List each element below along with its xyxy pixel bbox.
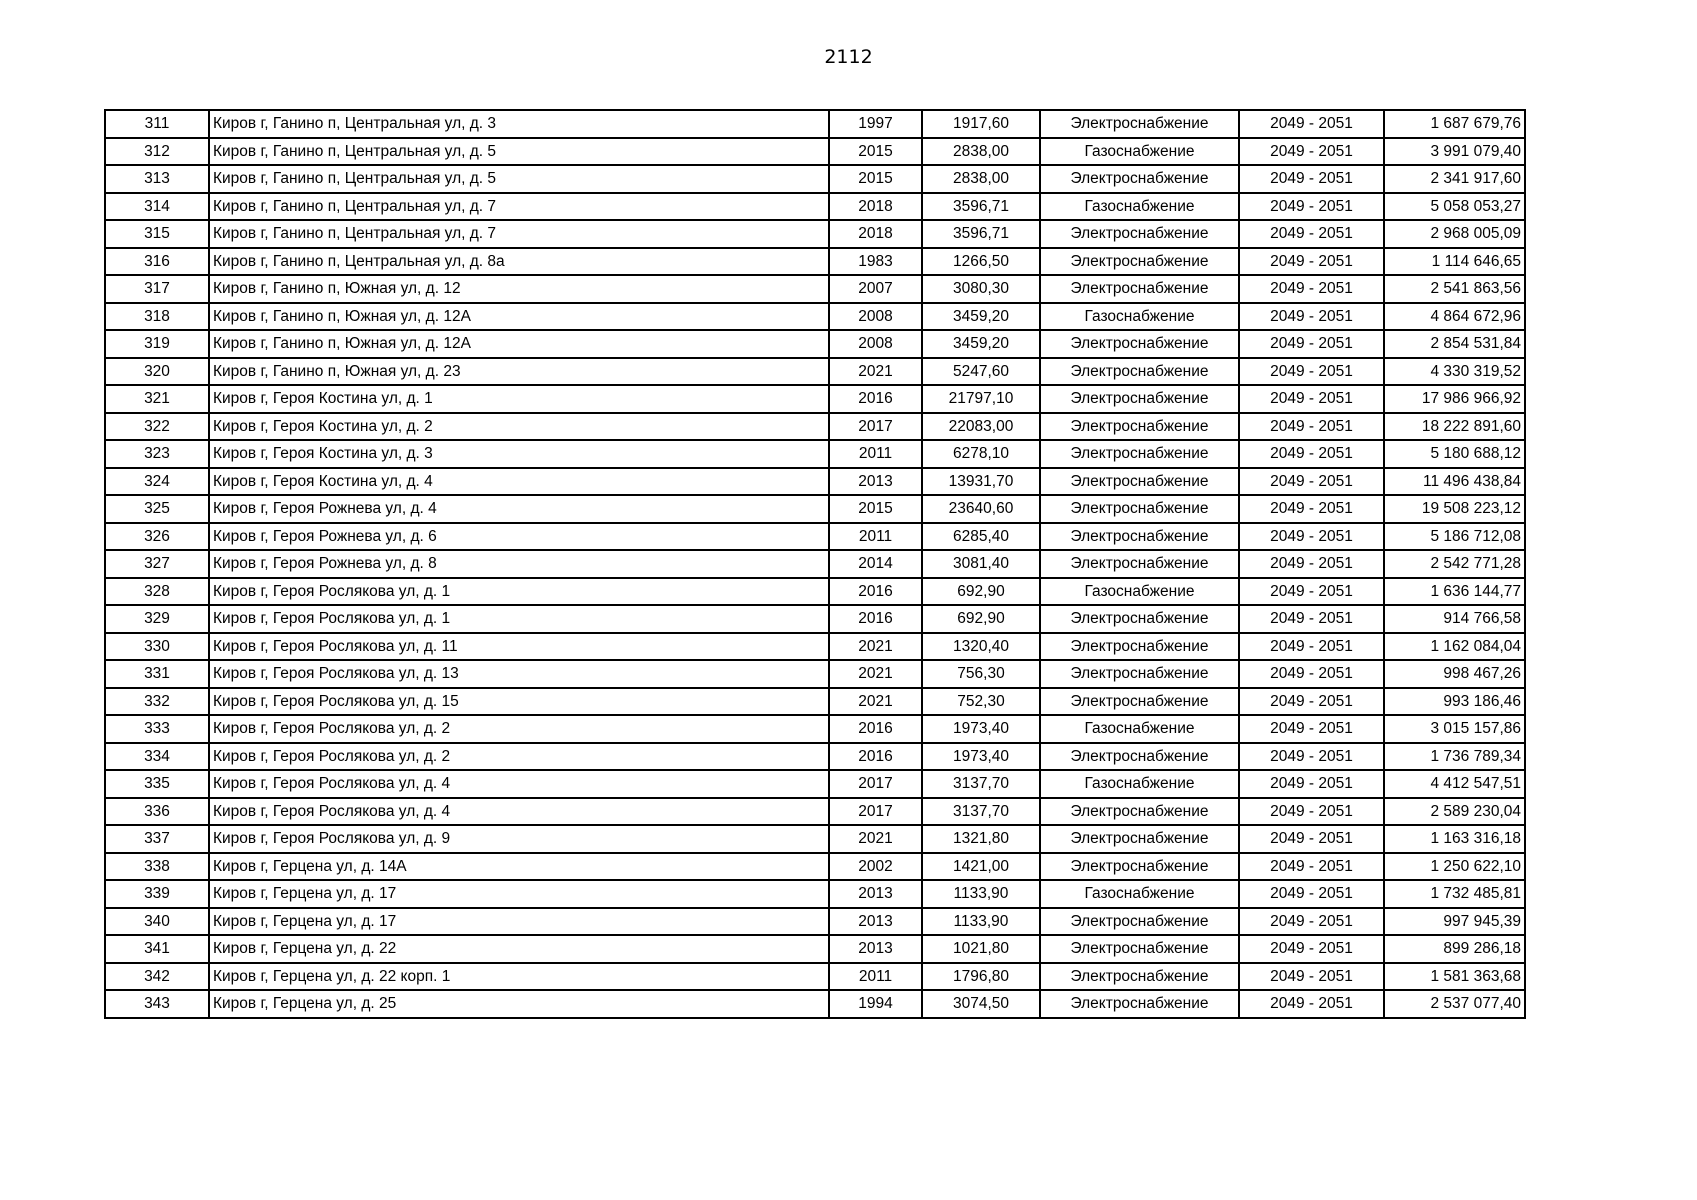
area-cell: 3081,40 — [922, 550, 1040, 578]
service-type-cell: Электроснабжение — [1040, 440, 1239, 468]
period-cell: 2049 - 2051 — [1239, 440, 1384, 468]
area-cell: 13931,70 — [922, 468, 1040, 496]
service-type-cell: Электроснабжение — [1040, 248, 1239, 276]
cost-cell: 1 732 485,81 — [1384, 880, 1525, 908]
table-row — [105, 550, 1525, 578]
year-cell: 2016 — [829, 605, 922, 633]
address-cell: Киров г, Герцена ул, д. 17 — [209, 880, 829, 908]
address-cell: Киров г, Героя Рослякова ул, д. 11 — [209, 633, 829, 661]
year-cell: 2016 — [829, 715, 922, 743]
period-cell: 2049 - 2051 — [1239, 715, 1384, 743]
area-cell: 3596,71 — [922, 220, 1040, 248]
table-row — [105, 330, 1525, 358]
area-cell: 1021,80 — [922, 935, 1040, 963]
row-number-cell: 324 — [105, 468, 209, 496]
period-cell: 2049 - 2051 — [1239, 220, 1384, 248]
period-cell: 2049 - 2051 — [1239, 908, 1384, 936]
address-cell: Киров г, Ганино п, Центральная ул, д. 8а — [209, 248, 829, 276]
service-type-cell: Электроснабжение — [1040, 165, 1239, 193]
row-number-cell: 322 — [105, 413, 209, 441]
area-cell: 3596,71 — [922, 193, 1040, 221]
area-cell: 5247,60 — [922, 358, 1040, 386]
area-cell: 22083,00 — [922, 413, 1040, 441]
table-row — [105, 303, 1525, 331]
period-cell: 2049 - 2051 — [1239, 330, 1384, 358]
service-type-cell: Газоснабжение — [1040, 770, 1239, 798]
area-cell: 21797,10 — [922, 385, 1040, 413]
year-cell: 2017 — [829, 413, 922, 441]
cost-cell: 18 222 891,60 — [1384, 413, 1525, 441]
period-cell: 2049 - 2051 — [1239, 963, 1384, 991]
period-cell: 2049 - 2051 — [1239, 743, 1384, 771]
service-type-cell: Электроснабжение — [1040, 688, 1239, 716]
address-cell: Киров г, Герцена ул, д. 22 — [209, 935, 829, 963]
service-type-cell: Электроснабжение — [1040, 220, 1239, 248]
service-type-cell: Электроснабжение — [1040, 330, 1239, 358]
row-number-cell: 334 — [105, 743, 209, 771]
address-cell: Киров г, Ганино п, Южная ул, д. 12А — [209, 303, 829, 331]
year-cell: 2015 — [829, 495, 922, 523]
address-cell: Киров г, Героя Рослякова ул, д. 1 — [209, 605, 829, 633]
table-row — [105, 963, 1525, 991]
area-cell: 2838,00 — [922, 165, 1040, 193]
cost-cell: 1 250 622,10 — [1384, 853, 1525, 881]
address-cell: Киров г, Герцена ул, д. 17 — [209, 908, 829, 936]
table-row — [105, 798, 1525, 826]
period-cell: 2049 - 2051 — [1239, 990, 1384, 1018]
table-row — [105, 193, 1525, 221]
cost-cell: 11 496 438,84 — [1384, 468, 1525, 496]
cost-cell: 5 186 712,08 — [1384, 523, 1525, 551]
address-cell: Киров г, Героя Рожнева ул, д. 8 — [209, 550, 829, 578]
area-cell: 3074,50 — [922, 990, 1040, 1018]
table-row — [105, 523, 1525, 551]
cost-cell: 2 341 917,60 — [1384, 165, 1525, 193]
period-cell: 2049 - 2051 — [1239, 770, 1384, 798]
row-number-cell: 339 — [105, 880, 209, 908]
service-type-cell: Электроснабжение — [1040, 990, 1239, 1018]
period-cell: 2049 - 2051 — [1239, 495, 1384, 523]
area-cell: 23640,60 — [922, 495, 1040, 523]
service-type-cell: Электроснабжение — [1040, 495, 1239, 523]
year-cell: 2016 — [829, 578, 922, 606]
period-cell: 2049 - 2051 — [1239, 798, 1384, 826]
row-number-cell: 325 — [105, 495, 209, 523]
table-row — [105, 413, 1525, 441]
address-cell: Киров г, Героя Костина ул, д. 1 — [209, 385, 829, 413]
row-number-cell: 321 — [105, 385, 209, 413]
area-cell: 3459,20 — [922, 303, 1040, 331]
table-body — [105, 110, 1525, 1018]
address-cell: Киров г, Ганино п, Центральная ул, д. 5 — [209, 165, 829, 193]
row-number-cell: 318 — [105, 303, 209, 331]
period-cell: 2049 - 2051 — [1239, 248, 1384, 276]
service-type-cell: Газоснабжение — [1040, 880, 1239, 908]
year-cell: 1997 — [829, 110, 922, 138]
row-number-cell: 340 — [105, 908, 209, 936]
row-number-cell: 338 — [105, 853, 209, 881]
row-number-cell: 337 — [105, 825, 209, 853]
address-cell: Киров г, Ганино п, Южная ул, д. 23 — [209, 358, 829, 386]
period-cell: 2049 - 2051 — [1239, 385, 1384, 413]
table-row — [105, 743, 1525, 771]
cost-cell: 2 854 531,84 — [1384, 330, 1525, 358]
year-cell: 2015 — [829, 165, 922, 193]
service-type-cell: Газоснабжение — [1040, 303, 1239, 331]
year-cell: 2021 — [829, 633, 922, 661]
row-number-cell: 327 — [105, 550, 209, 578]
area-cell: 1320,40 — [922, 633, 1040, 661]
address-cell: Киров г, Ганино п, Центральная ул, д. 3 — [209, 110, 829, 138]
service-type-cell: Электроснабжение — [1040, 358, 1239, 386]
table-row — [105, 440, 1525, 468]
area-cell: 756,30 — [922, 660, 1040, 688]
table-row — [105, 578, 1525, 606]
area-cell: 1973,40 — [922, 715, 1040, 743]
data-table — [104, 109, 1526, 1019]
service-type-cell: Электроснабжение — [1040, 413, 1239, 441]
address-cell: Киров г, Героя Рослякова ул, д. 4 — [209, 770, 829, 798]
year-cell: 2007 — [829, 275, 922, 303]
row-number-cell: 320 — [105, 358, 209, 386]
service-type-cell: Электроснабжение — [1040, 963, 1239, 991]
row-number-cell: 311 — [105, 110, 209, 138]
row-number-cell: 332 — [105, 688, 209, 716]
table-row — [105, 110, 1525, 138]
address-cell: Киров г, Героя Рослякова ул, д. 9 — [209, 825, 829, 853]
area-cell: 6278,10 — [922, 440, 1040, 468]
year-cell: 2011 — [829, 523, 922, 551]
area-cell: 3080,30 — [922, 275, 1040, 303]
address-cell: Киров г, Героя Костина ул, д. 3 — [209, 440, 829, 468]
row-number-cell: 317 — [105, 275, 209, 303]
table-row — [105, 248, 1525, 276]
table-row — [105, 138, 1525, 166]
year-cell: 2014 — [829, 550, 922, 578]
cost-cell: 2 589 230,04 — [1384, 798, 1525, 826]
service-type-cell: Электроснабжение — [1040, 825, 1239, 853]
row-number-cell: 336 — [105, 798, 209, 826]
row-number-cell: 333 — [105, 715, 209, 743]
cost-cell: 3 015 157,86 — [1384, 715, 1525, 743]
service-type-cell: Электроснабжение — [1040, 743, 1239, 771]
row-number-cell: 328 — [105, 578, 209, 606]
cost-cell: 1 687 679,76 — [1384, 110, 1525, 138]
service-type-cell: Электроснабжение — [1040, 110, 1239, 138]
row-number-cell: 331 — [105, 660, 209, 688]
service-type-cell: Электроснабжение — [1040, 633, 1239, 661]
area-cell: 1917,60 — [922, 110, 1040, 138]
year-cell: 2021 — [829, 825, 922, 853]
year-cell: 2002 — [829, 853, 922, 881]
address-cell: Киров г, Героя Рожнева ул, д. 6 — [209, 523, 829, 551]
cost-cell: 5 180 688,12 — [1384, 440, 1525, 468]
row-number-cell: 323 — [105, 440, 209, 468]
cost-cell: 4 330 319,52 — [1384, 358, 1525, 386]
table-row — [105, 990, 1525, 1018]
address-cell: Киров г, Героя Рослякова ул, д. 13 — [209, 660, 829, 688]
period-cell: 2049 - 2051 — [1239, 165, 1384, 193]
service-type-cell: Электроснабжение — [1040, 275, 1239, 303]
period-cell: 2049 - 2051 — [1239, 358, 1384, 386]
period-cell: 2049 - 2051 — [1239, 605, 1384, 633]
table-row — [105, 358, 1525, 386]
year-cell: 2021 — [829, 660, 922, 688]
area-cell: 1796,80 — [922, 963, 1040, 991]
row-number-cell: 330 — [105, 633, 209, 661]
row-number-cell: 329 — [105, 605, 209, 633]
table-row — [105, 825, 1525, 853]
period-cell: 2049 - 2051 — [1239, 633, 1384, 661]
year-cell: 1983 — [829, 248, 922, 276]
area-cell: 1321,80 — [922, 825, 1040, 853]
table-row — [105, 385, 1525, 413]
cost-cell: 993 186,46 — [1384, 688, 1525, 716]
cost-cell: 4 864 672,96 — [1384, 303, 1525, 331]
area-cell: 692,90 — [922, 605, 1040, 633]
cost-cell: 899 286,18 — [1384, 935, 1525, 963]
row-number-cell: 314 — [105, 193, 209, 221]
cost-cell: 1 636 144,77 — [1384, 578, 1525, 606]
service-type-cell: Электроснабжение — [1040, 935, 1239, 963]
period-cell: 2049 - 2051 — [1239, 935, 1384, 963]
row-number-cell: 319 — [105, 330, 209, 358]
table-row — [105, 688, 1525, 716]
year-cell: 2015 — [829, 138, 922, 166]
year-cell: 2013 — [829, 468, 922, 496]
table-row — [105, 468, 1525, 496]
period-cell: 2049 - 2051 — [1239, 110, 1384, 138]
address-cell: Киров г, Ганино п, Южная ул, д. 12 — [209, 275, 829, 303]
table-row — [105, 165, 1525, 193]
cost-cell: 2 537 077,40 — [1384, 990, 1525, 1018]
cost-cell: 1 581 363,68 — [1384, 963, 1525, 991]
table-row — [105, 853, 1525, 881]
year-cell: 2021 — [829, 358, 922, 386]
area-cell: 752,30 — [922, 688, 1040, 716]
cost-cell: 2 968 005,09 — [1384, 220, 1525, 248]
cost-cell: 2 542 771,28 — [1384, 550, 1525, 578]
period-cell: 2049 - 2051 — [1239, 688, 1384, 716]
area-cell: 1421,00 — [922, 853, 1040, 881]
year-cell: 1994 — [829, 990, 922, 1018]
address-cell: Киров г, Героя Рослякова ул, д. 2 — [209, 715, 829, 743]
address-cell: Киров г, Героя Костина ул, д. 2 — [209, 413, 829, 441]
year-cell: 2017 — [829, 770, 922, 798]
cost-cell: 997 945,39 — [1384, 908, 1525, 936]
row-number-cell: 342 — [105, 963, 209, 991]
table-row — [105, 605, 1525, 633]
area-cell: 3137,70 — [922, 798, 1040, 826]
address-cell: Киров г, Герцена ул, д. 25 — [209, 990, 829, 1018]
year-cell: 2021 — [829, 688, 922, 716]
address-cell: Киров г, Ганино п, Южная ул, д. 12А — [209, 330, 829, 358]
year-cell: 2016 — [829, 743, 922, 771]
service-type-cell: Газоснабжение — [1040, 578, 1239, 606]
table-row — [105, 275, 1525, 303]
year-cell: 2013 — [829, 908, 922, 936]
address-cell: Киров г, Героя Рослякова ул, д. 4 — [209, 798, 829, 826]
area-cell: 1133,90 — [922, 880, 1040, 908]
period-cell: 2049 - 2051 — [1239, 550, 1384, 578]
service-type-cell: Электроснабжение — [1040, 605, 1239, 633]
table-row — [105, 908, 1525, 936]
period-cell: 2049 - 2051 — [1239, 825, 1384, 853]
address-cell: Киров г, Героя Рослякова ул, д. 1 — [209, 578, 829, 606]
year-cell: 2017 — [829, 798, 922, 826]
service-type-cell: Электроснабжение — [1040, 385, 1239, 413]
cost-cell: 2 541 863,56 — [1384, 275, 1525, 303]
cost-cell: 17 986 966,92 — [1384, 385, 1525, 413]
cost-cell: 4 412 547,51 — [1384, 770, 1525, 798]
row-number-cell: 316 — [105, 248, 209, 276]
area-cell: 1266,50 — [922, 248, 1040, 276]
period-cell: 2049 - 2051 — [1239, 138, 1384, 166]
period-cell: 2049 - 2051 — [1239, 578, 1384, 606]
cost-cell: 1 163 316,18 — [1384, 825, 1525, 853]
address-cell: Киров г, Героя Рослякова ул, д. 2 — [209, 743, 829, 771]
table-row — [105, 880, 1525, 908]
area-cell: 6285,40 — [922, 523, 1040, 551]
address-cell: Киров г, Герцена ул, д. 22 корп. 1 — [209, 963, 829, 991]
area-cell: 3459,20 — [922, 330, 1040, 358]
table-row — [105, 220, 1525, 248]
row-number-cell: 335 — [105, 770, 209, 798]
cost-cell: 1 162 084,04 — [1384, 633, 1525, 661]
address-cell: Киров г, Ганино п, Центральная ул, д. 5 — [209, 138, 829, 166]
area-cell: 692,90 — [922, 578, 1040, 606]
year-cell: 2018 — [829, 193, 922, 221]
period-cell: 2049 - 2051 — [1239, 880, 1384, 908]
service-type-cell: Газоснабжение — [1040, 138, 1239, 166]
table-row — [105, 633, 1525, 661]
cost-cell: 19 508 223,12 — [1384, 495, 1525, 523]
cost-cell: 3 991 079,40 — [1384, 138, 1525, 166]
period-cell: 2049 - 2051 — [1239, 275, 1384, 303]
period-cell: 2049 - 2051 — [1239, 413, 1384, 441]
year-cell: 2011 — [829, 440, 922, 468]
row-number-cell: 343 — [105, 990, 209, 1018]
cost-cell: 998 467,26 — [1384, 660, 1525, 688]
address-cell: Киров г, Героя Рожнева ул, д. 4 — [209, 495, 829, 523]
service-type-cell: Электроснабжение — [1040, 798, 1239, 826]
area-cell: 1133,90 — [922, 908, 1040, 936]
service-type-cell: Газоснабжение — [1040, 193, 1239, 221]
area-cell: 3137,70 — [922, 770, 1040, 798]
address-cell: Киров г, Ганино п, Центральная ул, д. 7 — [209, 193, 829, 221]
period-cell: 2049 - 2051 — [1239, 193, 1384, 221]
year-cell: 2018 — [829, 220, 922, 248]
row-number-cell: 315 — [105, 220, 209, 248]
cost-cell: 5 058 053,27 — [1384, 193, 1525, 221]
address-cell: Киров г, Ганино п, Центральная ул, д. 7 — [209, 220, 829, 248]
period-cell: 2049 - 2051 — [1239, 660, 1384, 688]
year-cell: 2016 — [829, 385, 922, 413]
service-type-cell: Электроснабжение — [1040, 550, 1239, 578]
service-type-cell: Электроснабжение — [1040, 468, 1239, 496]
service-type-cell: Электроснабжение — [1040, 523, 1239, 551]
table-row — [105, 660, 1525, 688]
row-number-cell: 341 — [105, 935, 209, 963]
service-type-cell: Газоснабжение — [1040, 715, 1239, 743]
area-cell: 2838,00 — [922, 138, 1040, 166]
cost-cell: 1 736 789,34 — [1384, 743, 1525, 771]
year-cell: 2008 — [829, 303, 922, 331]
row-number-cell: 312 — [105, 138, 209, 166]
table-row — [105, 715, 1525, 743]
year-cell: 2013 — [829, 880, 922, 908]
row-number-cell: 313 — [105, 165, 209, 193]
period-cell: 2049 - 2051 — [1239, 853, 1384, 881]
service-type-cell: Электроснабжение — [1040, 908, 1239, 936]
table-row — [105, 495, 1525, 523]
page-number: 2112 — [824, 46, 873, 68]
year-cell: 2008 — [829, 330, 922, 358]
row-number-cell: 326 — [105, 523, 209, 551]
service-type-cell: Электроснабжение — [1040, 660, 1239, 688]
table-row — [105, 935, 1525, 963]
cost-cell: 1 114 646,65 — [1384, 248, 1525, 276]
year-cell: 2013 — [829, 935, 922, 963]
address-cell: Киров г, Героя Рослякова ул, д. 15 — [209, 688, 829, 716]
address-cell: Киров г, Героя Костина ул, д. 4 — [209, 468, 829, 496]
period-cell: 2049 - 2051 — [1239, 468, 1384, 496]
area-cell: 1973,40 — [922, 743, 1040, 771]
period-cell: 2049 - 2051 — [1239, 523, 1384, 551]
table-row — [105, 770, 1525, 798]
address-cell: Киров г, Герцена ул, д. 14А — [209, 853, 829, 881]
year-cell: 2011 — [829, 963, 922, 991]
period-cell: 2049 - 2051 — [1239, 303, 1384, 331]
service-type-cell: Электроснабжение — [1040, 853, 1239, 881]
cost-cell: 914 766,58 — [1384, 605, 1525, 633]
